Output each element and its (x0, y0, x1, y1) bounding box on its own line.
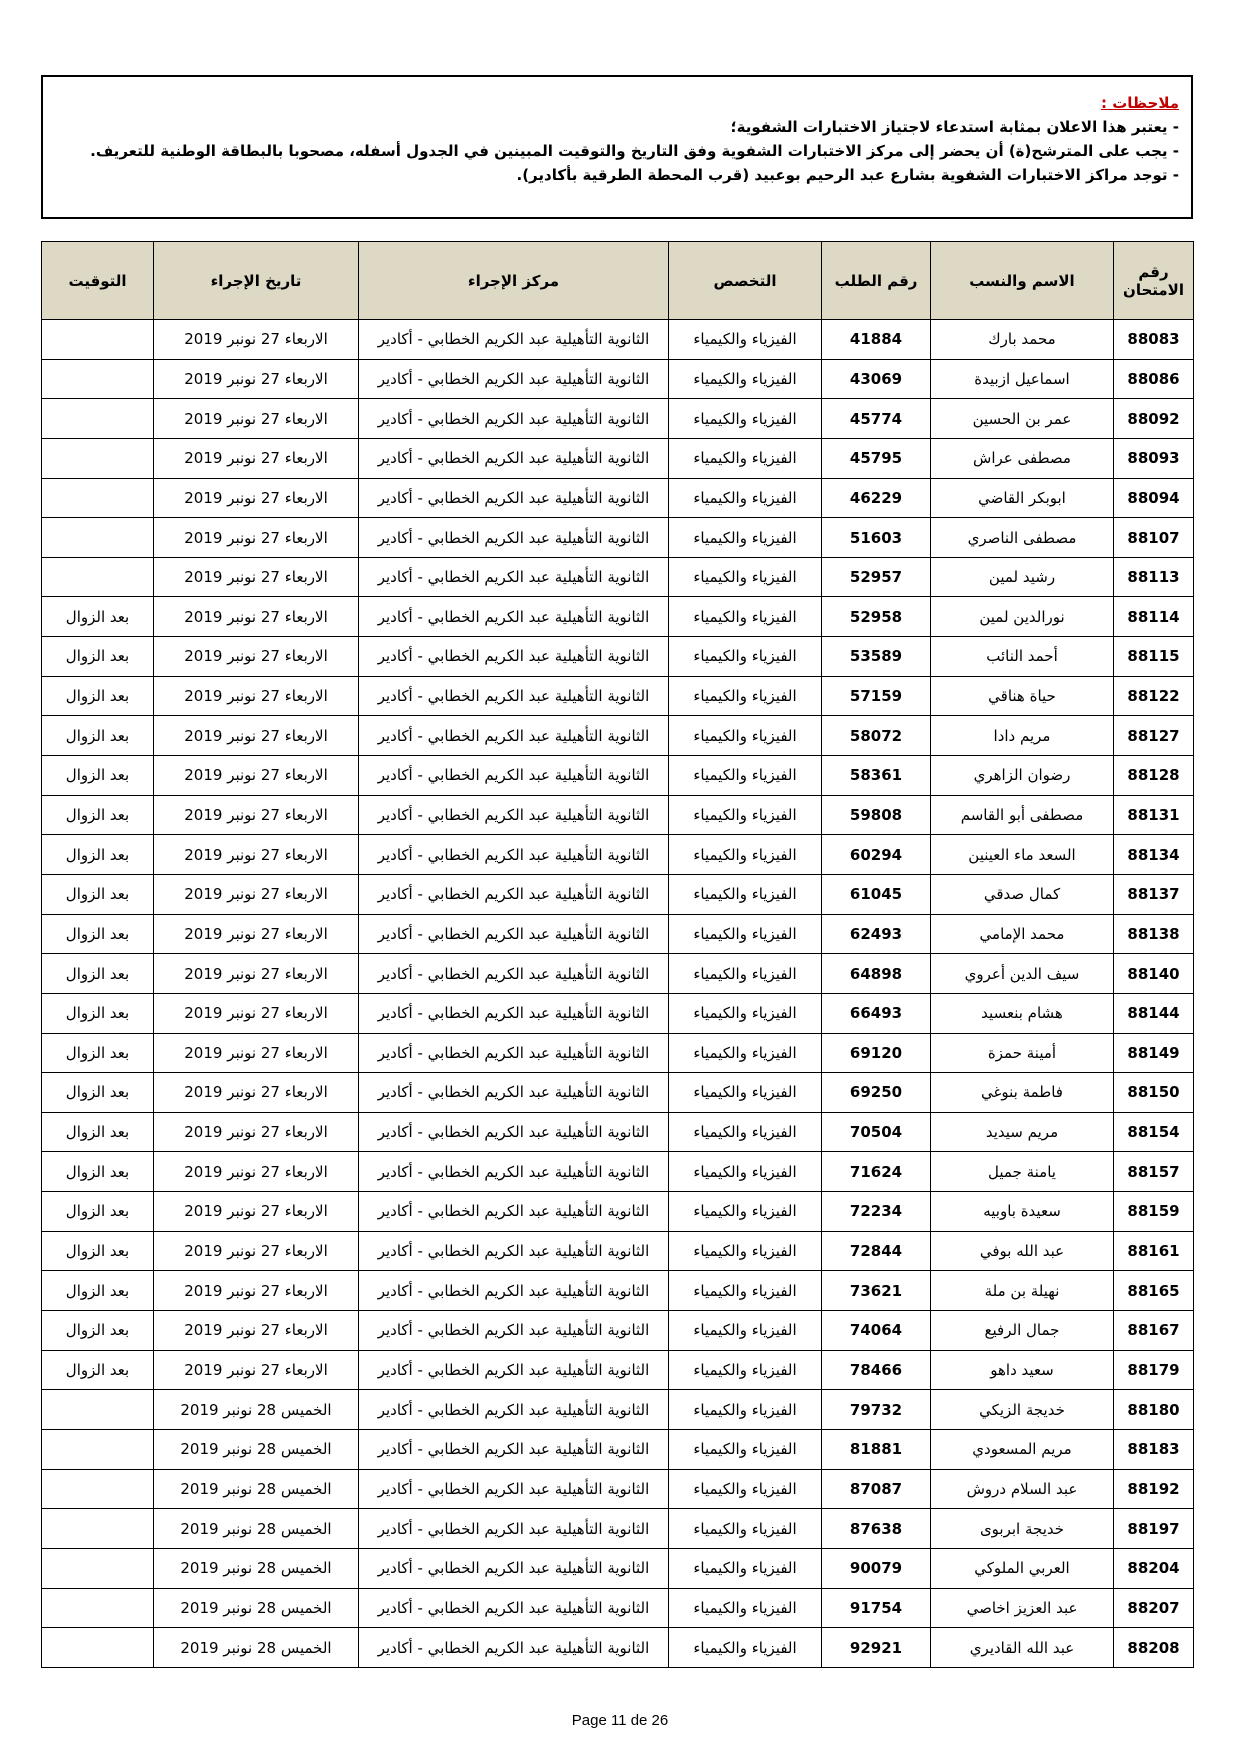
cell-exam-number: 88092 (1114, 399, 1194, 439)
cell-specialty: الفيزياء والكيمياء (669, 914, 822, 954)
cell-exam-date: الاربعاء 27 نونبر 2019 (154, 954, 359, 994)
cell-application-number: 43069 (822, 359, 931, 399)
cell-exam-center: الثانوية التأهيلية عبد الكريم الخطابي - أكادير (359, 597, 669, 637)
cell-full-name: حياة هناقي (931, 676, 1114, 716)
cell-exam-date: الاربعاء 27 نونبر 2019 (154, 1112, 359, 1152)
cell-specialty: الفيزياء والكيمياء (669, 1311, 822, 1351)
table-row (42, 716, 1194, 756)
cell-full-name: اسماعيل ازبيدة (931, 359, 1114, 399)
cell-time: بعد الزوال (42, 954, 154, 994)
cell-specialty: الفيزياء والكيمياء (669, 1350, 822, 1390)
cell-exam-center: الثانوية التأهيلية عبد الكريم الخطابي - أكادير (359, 1628, 669, 1668)
cell-time (42, 1588, 154, 1628)
cell-application-number: 52958 (822, 597, 931, 637)
cell-exam-date: الاربعاء 27 نونبر 2019 (154, 1350, 359, 1390)
cell-application-number: 79732 (822, 1390, 931, 1430)
cell-time: بعد الزوال (42, 1033, 154, 1073)
table-row (42, 359, 1194, 399)
note-line: - يعتبر هذا الاعلان بمثابة استدعاء لاجتياز الاختبارات الشفوية؛ (730, 118, 1179, 136)
cell-exam-center: الثانوية التأهيلية عبد الكريم الخطابي - أكادير (359, 637, 669, 677)
cell-specialty: الفيزياء والكيمياء (669, 676, 822, 716)
notes-title: ملاحظات : (1100, 94, 1179, 112)
candidates-table (41, 241, 1194, 1668)
table-row (42, 914, 1194, 954)
cell-full-name: محمد بارك (931, 320, 1114, 360)
cell-exam-number: 88208 (1114, 1628, 1194, 1668)
cell-application-number: 52957 (822, 557, 931, 597)
table-row (42, 1469, 1194, 1509)
cell-exam-number: 88161 (1114, 1231, 1194, 1271)
note-line: - يجب على المترشح(ة) أن يحضر إلى مركز الاختبارات الشفوية وفق التاريخ والتوقيت المبينين في الجدول أسفله، مصحوبا بالبطاقة الوطنية للتعريف. (90, 142, 1179, 160)
cell-time: بعد الزوال (42, 1073, 154, 1113)
cell-exam-date: الاربعاء 27 نونبر 2019 (154, 399, 359, 439)
cell-exam-date: الاربعاء 27 نونبر 2019 (154, 716, 359, 756)
cell-time: بعد الزوال (42, 1271, 154, 1311)
cell-application-number: 60294 (822, 835, 931, 875)
cell-exam-center: الثانوية التأهيلية عبد الكريم الخطابي - أكادير (359, 874, 669, 914)
table-row (42, 1548, 1194, 1588)
cell-application-number: 69250 (822, 1073, 931, 1113)
cell-exam-number: 88134 (1114, 835, 1194, 875)
cell-time (42, 359, 154, 399)
cell-exam-center: الثانوية التأهيلية عبد الكريم الخطابي - أكادير (359, 993, 669, 1033)
cell-time (42, 438, 154, 478)
cell-application-number: 45795 (822, 438, 931, 478)
cell-specialty: الفيزياء والكيمياء (669, 835, 822, 875)
cell-exam-date: الاربعاء 27 نونبر 2019 (154, 1033, 359, 1073)
cell-exam-date: الاربعاء 27 نونبر 2019 (154, 795, 359, 835)
header-exam-date: تاريخ الإجراء (154, 242, 359, 320)
cell-exam-date: الاربعاء 27 نونبر 2019 (154, 1311, 359, 1351)
cell-exam-center: الثانوية التأهيلية عبد الكريم الخطابي - أكادير (359, 399, 669, 439)
cell-exam-number: 88179 (1114, 1350, 1194, 1390)
cell-exam-number: 88114 (1114, 597, 1194, 637)
cell-exam-center: الثانوية التأهيلية عبد الكريم الخطابي - أكادير (359, 756, 669, 796)
cell-exam-date: الاربعاء 27 نونبر 2019 (154, 835, 359, 875)
cell-application-number: 81881 (822, 1429, 931, 1469)
cell-exam-center: الثانوية التأهيلية عبد الكريم الخطابي - أكادير (359, 1311, 669, 1351)
cell-application-number: 92921 (822, 1628, 931, 1668)
cell-specialty: الفيزياء والكيمياء (669, 1192, 822, 1232)
cell-specialty: الفيزياء والكيمياء (669, 1152, 822, 1192)
cell-application-number: 71624 (822, 1152, 931, 1192)
cell-full-name: مريم دادا (931, 716, 1114, 756)
cell-application-number: 58072 (822, 716, 931, 756)
cell-full-name: مصطفى الناصري (931, 518, 1114, 558)
cell-specialty: الفيزياء والكيمياء (669, 438, 822, 478)
cell-full-name: نهيلة بن ملة (931, 1271, 1114, 1311)
table-row (42, 676, 1194, 716)
header-specialty: التخصص (669, 242, 822, 320)
cell-exam-number: 88138 (1114, 914, 1194, 954)
cell-application-number: 87638 (822, 1509, 931, 1549)
cell-specialty: الفيزياء والكيمياء (669, 1628, 822, 1668)
cell-exam-center: الثانوية التأهيلية عبد الكريم الخطابي - أكادير (359, 1192, 669, 1232)
cell-exam-number: 88180 (1114, 1390, 1194, 1430)
cell-exam-center: الثانوية التأهيلية عبد الكريم الخطابي - أكادير (359, 478, 669, 518)
cell-exam-date: الاربعاء 27 نونبر 2019 (154, 478, 359, 518)
header-exam-center: مركز الإجراء (359, 242, 669, 320)
cell-specialty: الفيزياء والكيمياء (669, 795, 822, 835)
cell-time: بعد الزوال (42, 795, 154, 835)
cell-specialty: الفيزياء والكيمياء (669, 756, 822, 796)
cell-full-name: مريم سيديد (931, 1112, 1114, 1152)
cell-time (42, 1548, 154, 1588)
cell-specialty: الفيزياء والكيمياء (669, 954, 822, 994)
cell-exam-center: الثانوية التأهيلية عبد الكريم الخطابي - أكادير (359, 557, 669, 597)
cell-time: بعد الزوال (42, 1231, 154, 1271)
table-row (42, 1231, 1194, 1271)
cell-exam-date: الاربعاء 27 نونبر 2019 (154, 320, 359, 360)
cell-full-name: أحمد النائب (931, 637, 1114, 677)
header-full-name: الاسم والنسب (931, 242, 1114, 320)
cell-full-name: فاطمة بنوغي (931, 1073, 1114, 1113)
cell-exam-date: الاربعاء 27 نونبر 2019 (154, 1231, 359, 1271)
cell-exam-date: الخميس 28 نونبر 2019 (154, 1509, 359, 1549)
cell-time: بعد الزوال (42, 1350, 154, 1390)
table-row (42, 1390, 1194, 1430)
cell-time (42, 1628, 154, 1668)
cell-exam-center: الثانوية التأهيلية عبد الكريم الخطابي - أكادير (359, 914, 669, 954)
cell-application-number: 58361 (822, 756, 931, 796)
note-line: - توجد مراكز الاختبارات الشفوية بشارع عبد الرحيم بوعبيد (قرب المحطة الطرقية بأكادير). (516, 166, 1179, 184)
cell-time: بعد الزوال (42, 597, 154, 637)
cell-time: بعد الزوال (42, 1152, 154, 1192)
cell-specialty: الفيزياء والكيمياء (669, 716, 822, 756)
cell-specialty: الفيزياء والكيمياء (669, 478, 822, 518)
table-row (42, 1073, 1194, 1113)
table-row (42, 1271, 1194, 1311)
cell-application-number: 74064 (822, 1311, 931, 1351)
cell-specialty: الفيزياء والكيمياء (669, 993, 822, 1033)
cell-exam-date: الاربعاء 27 نونبر 2019 (154, 518, 359, 558)
cell-application-number: 87087 (822, 1469, 931, 1509)
cell-application-number: 78466 (822, 1350, 931, 1390)
cell-specialty: الفيزياء والكيمياء (669, 1112, 822, 1152)
cell-full-name: العربي الملوكي (931, 1548, 1114, 1588)
cell-time: بعد الزوال (42, 1192, 154, 1232)
cell-application-number: 57159 (822, 676, 931, 716)
table-row (42, 1192, 1194, 1232)
cell-exam-number: 88128 (1114, 756, 1194, 796)
cell-exam-number: 88165 (1114, 1271, 1194, 1311)
cell-application-number: 69120 (822, 1033, 931, 1073)
cell-exam-center: الثانوية التأهيلية عبد الكريم الخطابي - أكادير (359, 716, 669, 756)
cell-full-name: يامنة جميل (931, 1152, 1114, 1192)
cell-time (42, 320, 154, 360)
cell-exam-number: 88115 (1114, 637, 1194, 677)
cell-full-name: عبد العزيز اخاصي (931, 1588, 1114, 1628)
cell-exam-number: 88107 (1114, 518, 1194, 558)
cell-exam-date: الخميس 28 نونبر 2019 (154, 1429, 359, 1469)
cell-application-number: 90079 (822, 1548, 931, 1588)
cell-exam-date: الاربعاء 27 نونبر 2019 (154, 1271, 359, 1311)
cell-exam-date: الخميس 28 نونبر 2019 (154, 1628, 359, 1668)
table-row (42, 1588, 1194, 1628)
cell-exam-number: 88150 (1114, 1073, 1194, 1113)
cell-application-number: 72844 (822, 1231, 931, 1271)
cell-full-name: سعيدة باوبيه (931, 1192, 1114, 1232)
cell-specialty: الفيزياء والكيمياء (669, 320, 822, 360)
cell-exam-date: الخميس 28 نونبر 2019 (154, 1390, 359, 1430)
cell-application-number: 70504 (822, 1112, 931, 1152)
table-row (42, 438, 1194, 478)
cell-full-name: جمال الرفيع (931, 1311, 1114, 1351)
cell-application-number: 53589 (822, 637, 931, 677)
cell-time: بعد الزوال (42, 1112, 154, 1152)
cell-time: بعد الزوال (42, 756, 154, 796)
cell-time (42, 557, 154, 597)
cell-exam-center: الثانوية التأهيلية عبد الكريم الخطابي - أكادير (359, 1390, 669, 1430)
cell-application-number: 62493 (822, 914, 931, 954)
table-row (42, 1628, 1194, 1668)
cell-exam-center: الثانوية التأهيلية عبد الكريم الخطابي - أكادير (359, 1429, 669, 1469)
table-row (42, 518, 1194, 558)
cell-full-name: عمر بن الحسين (931, 399, 1114, 439)
cell-application-number: 73621 (822, 1271, 931, 1311)
cell-exam-date: الاربعاء 27 نونبر 2019 (154, 359, 359, 399)
cell-application-number: 46229 (822, 478, 931, 518)
cell-exam-center: الثانوية التأهيلية عبد الكريم الخطابي - أكادير (359, 438, 669, 478)
cell-exam-number: 88144 (1114, 993, 1194, 1033)
cell-exam-date: الاربعاء 27 نونبر 2019 (154, 637, 359, 677)
cell-specialty: الفيزياء والكيمياء (669, 1073, 822, 1113)
cell-exam-date: الخميس 28 نونبر 2019 (154, 1588, 359, 1628)
cell-specialty: الفيزياء والكيمياء (669, 1390, 822, 1430)
cell-specialty: الفيزياء والكيمياء (669, 1469, 822, 1509)
cell-exam-date: الاربعاء 27 نونبر 2019 (154, 1152, 359, 1192)
cell-full-name: هشام بنعسيد (931, 993, 1114, 1033)
table-row (42, 1033, 1194, 1073)
cell-full-name: السعد ماء العينين (931, 835, 1114, 875)
cell-exam-number: 88131 (1114, 795, 1194, 835)
cell-specialty: الفيزياء والكيمياء (669, 1231, 822, 1271)
cell-application-number: 45774 (822, 399, 931, 439)
cell-exam-center: الثانوية التأهيلية عبد الكريم الخطابي - أكادير (359, 1469, 669, 1509)
cell-exam-date: الاربعاء 27 نونبر 2019 (154, 993, 359, 1033)
cell-specialty: الفيزياء والكيمياء (669, 1509, 822, 1549)
cell-specialty: الفيزياء والكيمياء (669, 597, 822, 637)
cell-exam-number: 88154 (1114, 1112, 1194, 1152)
cell-full-name: عبد الله القاديري (931, 1628, 1114, 1668)
cell-time: بعد الزوال (42, 676, 154, 716)
cell-full-name: ابوبكر القاضي (931, 478, 1114, 518)
table-row (42, 597, 1194, 637)
cell-exam-number: 88083 (1114, 320, 1194, 360)
cell-exam-number: 88093 (1114, 438, 1194, 478)
cell-exam-date: الاربعاء 27 نونبر 2019 (154, 1192, 359, 1232)
cell-full-name: نورالدين لمين (931, 597, 1114, 637)
table-row (42, 1152, 1194, 1192)
cell-time: بعد الزوال (42, 914, 154, 954)
cell-full-name: رضوان الزاهري (931, 756, 1114, 796)
cell-application-number: 66493 (822, 993, 931, 1033)
table-body (42, 320, 1194, 1668)
table-header-row (42, 242, 1194, 320)
cell-exam-date: الاربعاء 27 نونبر 2019 (154, 438, 359, 478)
cell-exam-number: 88197 (1114, 1509, 1194, 1549)
cell-exam-center: الثانوية التأهيلية عبد الكريم الخطابي - أكادير (359, 1548, 669, 1588)
cell-time (42, 1429, 154, 1469)
notes-box (41, 75, 1193, 219)
cell-time: بعد الزوال (42, 716, 154, 756)
cell-exam-center: الثانوية التأهيلية عبد الكريم الخطابي - أكادير (359, 1231, 669, 1271)
table-row (42, 399, 1194, 439)
table-row (42, 1112, 1194, 1152)
cell-exam-number: 88183 (1114, 1429, 1194, 1469)
cell-exam-number: 88127 (1114, 716, 1194, 756)
cell-application-number: 51603 (822, 518, 931, 558)
cell-time (42, 518, 154, 558)
header-time: التوقيت (42, 242, 154, 320)
cell-application-number: 91754 (822, 1588, 931, 1628)
header-exam-number: رقم الامتحان (1114, 242, 1194, 320)
cell-time (42, 1509, 154, 1549)
cell-exam-center: الثانوية التأهيلية عبد الكريم الخطابي - أكادير (359, 359, 669, 399)
cell-exam-center: الثانوية التأهيلية عبد الكريم الخطابي - أكادير (359, 1112, 669, 1152)
cell-exam-center: الثانوية التأهيلية عبد الكريم الخطابي - أكادير (359, 518, 669, 558)
cell-exam-number: 88159 (1114, 1192, 1194, 1232)
cell-application-number: 72234 (822, 1192, 931, 1232)
cell-specialty: الفيزياء والكيمياء (669, 1588, 822, 1628)
cell-full-name: أمينة حمزة (931, 1033, 1114, 1073)
header-application-number: رقم الطلب (822, 242, 931, 320)
cell-time: بعد الزوال (42, 874, 154, 914)
cell-exam-center: الثانوية التأهيلية عبد الكريم الخطابي - أكادير (359, 1073, 669, 1113)
cell-exam-number: 88137 (1114, 874, 1194, 914)
cell-application-number: 61045 (822, 874, 931, 914)
cell-exam-date: الاربعاء 27 نونبر 2019 (154, 597, 359, 637)
cell-exam-center: الثانوية التأهيلية عبد الكريم الخطابي - أكادير (359, 1509, 669, 1549)
cell-exam-center: الثانوية التأهيلية عبد الكريم الخطابي - أكادير (359, 835, 669, 875)
table-row (42, 1509, 1194, 1549)
cell-full-name: سعيد داهو (931, 1350, 1114, 1390)
table-row (42, 874, 1194, 914)
cell-exam-date: الخميس 28 نونبر 2019 (154, 1548, 359, 1588)
cell-exam-number: 88157 (1114, 1152, 1194, 1192)
cell-exam-number: 88192 (1114, 1469, 1194, 1509)
cell-specialty: الفيزياء والكيمياء (669, 518, 822, 558)
cell-exam-number: 88113 (1114, 557, 1194, 597)
table-row (42, 756, 1194, 796)
cell-exam-center: الثانوية التأهيلية عبد الكريم الخطابي - أكادير (359, 1588, 669, 1628)
cell-exam-center: الثانوية التأهيلية عبد الكريم الخطابي - أكادير (359, 320, 669, 360)
cell-exam-center: الثانوية التأهيلية عبد الكريم الخطابي - أكادير (359, 676, 669, 716)
table-row (42, 1311, 1194, 1351)
cell-full-name: عبد السلام دروش (931, 1469, 1114, 1509)
cell-exam-date: الاربعاء 27 نونبر 2019 (154, 1073, 359, 1113)
cell-exam-date: الاربعاء 27 نونبر 2019 (154, 914, 359, 954)
cell-specialty: الفيزياء والكيمياء (669, 399, 822, 439)
table-row (42, 1350, 1194, 1390)
page-number: Page 11 de 26 (571, 1712, 669, 1729)
cell-exam-date: الاربعاء 27 نونبر 2019 (154, 874, 359, 914)
cell-full-name: خديجة الزيكي (931, 1390, 1114, 1430)
cell-full-name: سيف الدين أعروي (931, 954, 1114, 994)
cell-time (42, 399, 154, 439)
cell-exam-center: الثانوية التأهيلية عبد الكريم الخطابي - أكادير (359, 795, 669, 835)
cell-application-number: 64898 (822, 954, 931, 994)
table-row (42, 637, 1194, 677)
cell-full-name: مصطفى أبو القاسم (931, 795, 1114, 835)
cell-full-name: مصطفى عراش (931, 438, 1114, 478)
cell-specialty: الفيزياء والكيمياء (669, 359, 822, 399)
table-row (42, 954, 1194, 994)
cell-time (42, 478, 154, 518)
table-row (42, 320, 1194, 360)
cell-exam-number: 88204 (1114, 1548, 1194, 1588)
cell-exam-center: الثانوية التأهيلية عبد الكريم الخطابي - أكادير (359, 1033, 669, 1073)
table-row (42, 1429, 1194, 1469)
table-row (42, 478, 1194, 518)
cell-exam-number: 88086 (1114, 359, 1194, 399)
cell-exam-date: الاربعاء 27 نونبر 2019 (154, 756, 359, 796)
table-row (42, 795, 1194, 835)
cell-exam-number: 88140 (1114, 954, 1194, 994)
cell-full-name: محمد الإمامي (931, 914, 1114, 954)
cell-specialty: الفيزياء والكيمياء (669, 874, 822, 914)
cell-specialty: الفيزياء والكيمياء (669, 1033, 822, 1073)
cell-exam-center: الثانوية التأهيلية عبد الكريم الخطابي - أكادير (359, 954, 669, 994)
cell-full-name: مريم المسعودي (931, 1429, 1114, 1469)
cell-exam-number: 88207 (1114, 1588, 1194, 1628)
cell-time: بعد الزوال (42, 835, 154, 875)
table-row (42, 993, 1194, 1033)
cell-application-number: 59808 (822, 795, 931, 835)
cell-full-name: عبد الله بوفي (931, 1231, 1114, 1271)
cell-exam-number: 88167 (1114, 1311, 1194, 1351)
cell-full-name: رشيد لمين (931, 557, 1114, 597)
cell-exam-center: الثانوية التأهيلية عبد الكريم الخطابي - أكادير (359, 1152, 669, 1192)
cell-exam-center: الثانوية التأهيلية عبد الكريم الخطابي - أكادير (359, 1350, 669, 1390)
cell-exam-date: الخميس 28 نونبر 2019 (154, 1469, 359, 1509)
cell-exam-number: 88094 (1114, 478, 1194, 518)
cell-exam-number: 88122 (1114, 676, 1194, 716)
cell-time (42, 1469, 154, 1509)
table-row (42, 835, 1194, 875)
cell-time: بعد الزوال (42, 637, 154, 677)
cell-specialty: الفيزياء والكيمياء (669, 637, 822, 677)
cell-time (42, 1390, 154, 1430)
cell-full-name: كمال صدقي (931, 874, 1114, 914)
cell-specialty: الفيزياء والكيمياء (669, 1429, 822, 1469)
cell-time: بعد الزوال (42, 993, 154, 1033)
cell-exam-date: الاربعاء 27 نونبر 2019 (154, 557, 359, 597)
cell-specialty: الفيزياء والكيمياء (669, 557, 822, 597)
cell-full-name: خديجة ابربوى (931, 1509, 1114, 1549)
cell-exam-number: 88149 (1114, 1033, 1194, 1073)
table-row (42, 557, 1194, 597)
cell-exam-date: الاربعاء 27 نونبر 2019 (154, 676, 359, 716)
cell-exam-center: الثانوية التأهيلية عبد الكريم الخطابي - أكادير (359, 1271, 669, 1311)
cell-specialty: الفيزياء والكيمياء (669, 1548, 822, 1588)
cell-time: بعد الزوال (42, 1311, 154, 1351)
cell-specialty: الفيزياء والكيمياء (669, 1271, 822, 1311)
cell-application-number: 41884 (822, 320, 931, 360)
